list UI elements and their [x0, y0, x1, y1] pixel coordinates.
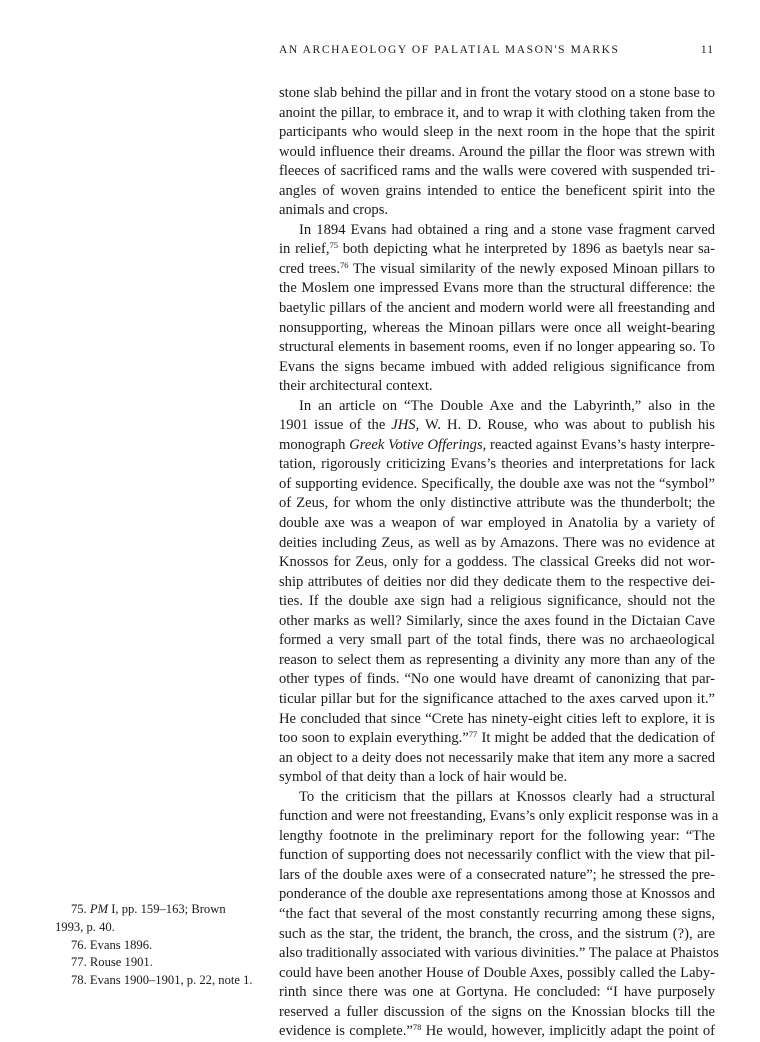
text-line: would influence their dreams. Around the pillar the floor was strewn with: [279, 143, 715, 160]
text-line: of Zeus, for whom the only distinctive attribute was the thunderbolt; the: [279, 495, 715, 512]
italic-title: JHS,: [391, 417, 420, 434]
text-line: angles of woven grains intended to entice the beneficent spirit into the: [279, 182, 715, 199]
footnote-ref: 75: [329, 240, 339, 251]
text-line: also traditionally associated with various divinities.” The palace at Phaistos: [279, 945, 719, 962]
text-line: symbol of that deity than a lock of hair would be.: [279, 769, 568, 786]
text-line: In an article on “The Double Axe and the Labyrinth,” also in the: [299, 397, 715, 414]
footnotes: [55, 901, 270, 990]
footnote: 75. PM I, pp. 159–163; Brown: [71, 902, 226, 916]
text-line: an object to a deity does not necessarily make that item any more a sacred: [279, 749, 715, 766]
text-line: formed a very small part of the total finds, there was no archaeological: [279, 632, 715, 649]
footnote-number: 78.: [71, 973, 90, 988]
text-line: function and were not freestanding, Evans’s only explicit response was in a: [279, 808, 719, 825]
text-line: cred trees.$^{76}$ The visual similarity of the newly exposed Minoan pillars to: [279, 259, 715, 277]
footnote-number: 76.: [71, 937, 90, 952]
text-line: To the criticism that the pillars at Knossos clearly had a structural: [299, 788, 715, 805]
text-line: lengthy footnote in the preliminary report for the following year: “The: [279, 827, 715, 844]
text-line: could have been another House of Double Axes, possibly called the Laby-: [279, 964, 715, 981]
running-head-title: AN ARCHAEOLOGY OF PALATIAL MASON'S MARKS: [279, 44, 620, 56]
text-line: other types of finds. “No one would have dreamt of canonizing that par-: [279, 671, 715, 688]
text-line: function of supporting does not necessarily conflict with the view that pil-: [279, 847, 715, 864]
text-line: deities including Zeus, as well as by Amazons. There was no evidence at: [279, 534, 715, 551]
text-line: participants who would sleep in the next room in the hope that the spirit: [279, 124, 715, 141]
footnote: 77. Rouse 1901.: [71, 955, 153, 970]
text-line: Knossos for Zeus, only for a goddess. The classical Greeks did not wor-: [279, 554, 715, 571]
text-line: anoint the pillar, to embrace it, and to wrap it with clothing taken from the: [279, 104, 715, 121]
text-line: In 1894 Evans had obtained a ring and a stone vase fragment carved: [299, 221, 715, 238]
text-line: ponderance of the double axe representations among those at Knossos and: [279, 886, 715, 903]
footnote: 1993, p. 40.: [55, 919, 115, 934]
italic-title: Greek Votive Offerings,: [349, 436, 487, 453]
text-line: in relief,$^{75}$ both depicting what he interpreted by 1896 as baetyls near sa-: [279, 240, 715, 258]
text-line: evidence is complete.”$^{78}$ He would, however, implicitly adapt the point of: [279, 1022, 716, 1040]
footnote: 78. Evans 1900–1901, p. 22, note 1.: [71, 973, 253, 988]
text-line: their architectural context.: [279, 378, 433, 395]
text-line: ties. If the double axe sign had a religious significance, should not the: [279, 593, 715, 610]
text-line: “the fact that several of the most constantly recurring among these signs,: [279, 905, 715, 922]
text-line: reason to select them as representing a divinity any more than any of the: [279, 651, 715, 668]
text-line: such as the star, the trident, the branch, the cross, and the sistrum (?), are: [279, 925, 715, 942]
text-line: the Moslem one impressed Evans more than the structural difference: the: [279, 280, 715, 297]
text-line: fleeces of sacrificed rams and the walls were covered with suspended tri-: [279, 163, 715, 180]
text-line: nonsupporting, whereas the Minoan pillars were once all weight-bearing: [279, 319, 715, 336]
text-line: tation, rigorously criticizing Evans’s theories and interpretations for lack: [279, 456, 715, 473]
footnote-number: 75.: [71, 902, 90, 916]
text-line: 1901 issue of the JHS, W. H. D. Rouse, who was about to publish his: [279, 417, 715, 434]
page-number: 11: [700, 44, 714, 56]
text-line: lars of the double axes were of a consecrated nature”; he stressed the pre-: [279, 866, 715, 883]
text-line: reserved a fuller discussion of the signs on the Knossian blocks till the: [279, 1003, 715, 1020]
footnote-ref: 78: [412, 1022, 422, 1033]
footnote: 76. Evans 1896.: [71, 937, 153, 952]
text-line: baetylic pillars of the ancient and modern world were all freestanding and: [279, 300, 715, 317]
text-line: monograph Greek Votive Offerings, reacted against Evans’s hasty interpre-: [279, 436, 715, 453]
text-line: Evans the signs became imbued with added religious significance from: [279, 358, 715, 375]
text-line: rinth since there was one at Gortyna. He concluded: “I have purposely: [279, 984, 715, 1001]
text-line: of supporting evidence. Specifically, the double axe was not the “symbol”: [279, 475, 715, 492]
text-line: stone slab behind the pillar and in front the votary stood on a stone base to: [279, 85, 715, 101]
text-line: He concluded that since “Crete has ninety-eight cities left to explore, it is: [279, 710, 715, 727]
footnote-ref: 76: [339, 259, 349, 270]
footnote-number: 77.: [71, 955, 90, 970]
text-line: double axe was a weapon of war employed in Anatolia by a variety of: [279, 515, 715, 532]
text-line: ticular pillar but for the significance attached to the axes carved upon it.”: [279, 690, 715, 707]
text-line: animals and crops.: [279, 202, 389, 219]
text-line: too soon to explain everything.”$^{77}$ It might be added that the dedication of: [279, 729, 715, 747]
text-line: ship attributes of deities nor did they dedicate them to the respective dei-: [279, 573, 715, 590]
main-text-column: [279, 84, 719, 1042]
footnote-ref: 77: [468, 729, 478, 740]
text-line: structural elements in basement rooms, even if no longer appearing so. To: [279, 339, 715, 356]
text-line: other marks as well? Similarly, since the axes found in the Dictaian Cave: [279, 612, 715, 629]
